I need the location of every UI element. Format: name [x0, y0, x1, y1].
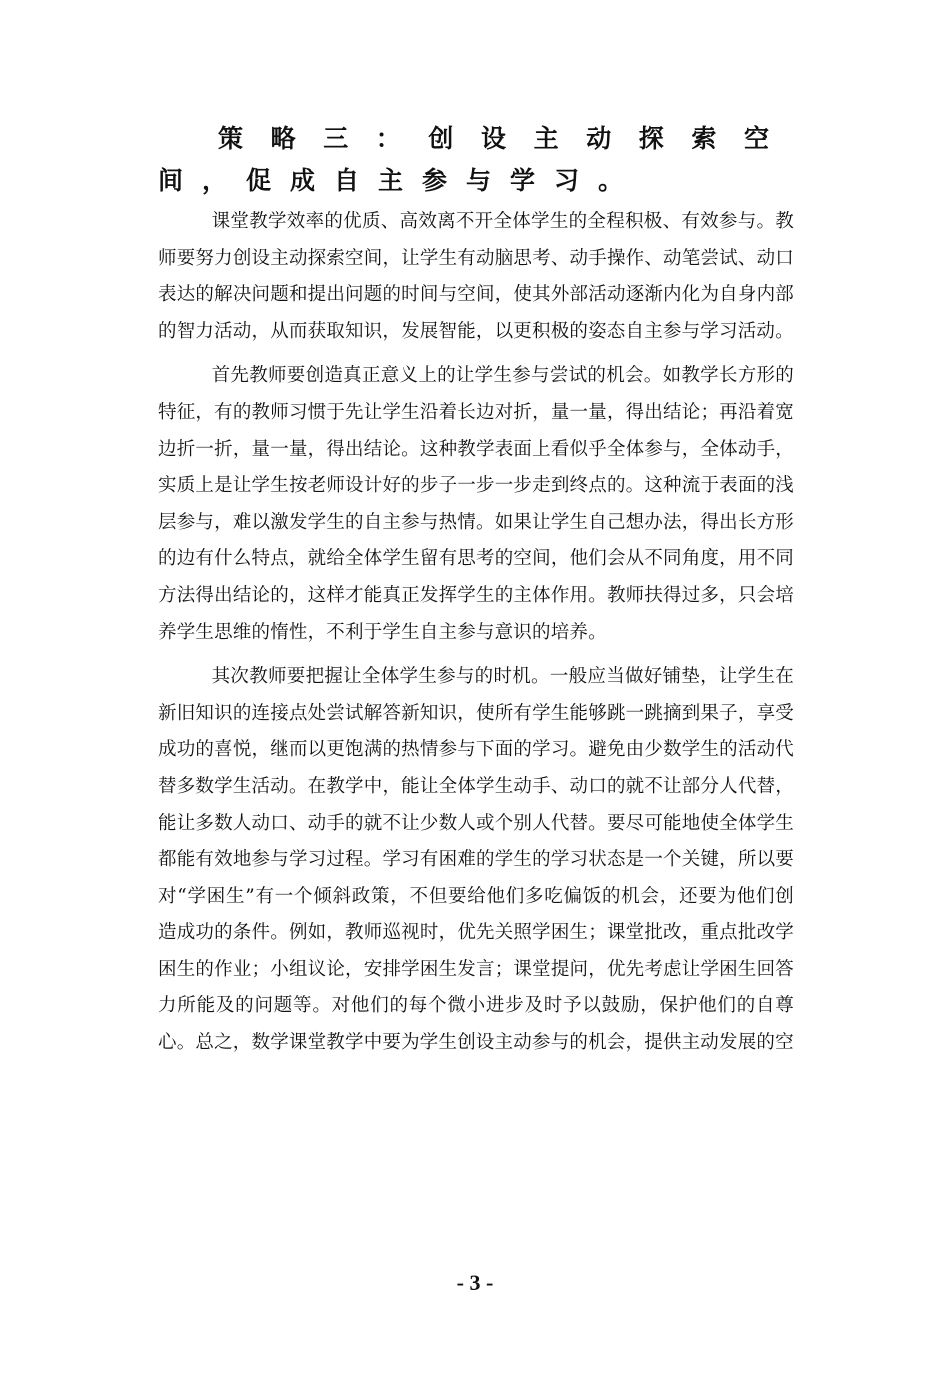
section-heading: 策略三：创设主动探索空间，促成自主参与学习。	[158, 124, 788, 195]
paragraph-2: 首先教师要创造真正意义上的让学生参与尝试的机会。如教学长方形的特征，有的教师习惯于先让学生沿着长边对折，量一量，得出结论；再沿着宽边折一折，量一量，得出结论。这种教学表面上看似乎全体参与，全体动手，实质上是让学生按老师设计好的步子一步一步走到终点的。这种流于表面的浅层参与，难以激发学生的自主参与热情。如果让学生自己想办法，得出长方形的边有什么特点，就给全体学生留有思考的空间，他们会从不同角度，用不同方法得出结论的，这样才能真正发挥学生的主体作用。教师扶得过多，只会培养学生思维的惰性，不利于学生自主参与意识的培养。	[158, 365, 794, 643]
page-number: - 3 -	[456, 1270, 494, 1295]
paragraph-3: 其次教师要把握让全体学生参与的时机。一般应当做好铺垫，让学生在新旧知识的连接点处尝试解答新知识，使所有学生能够跳一跳摘到果子，享受成功的喜悦，继而以更饱满的热情参与下面的学习。避免由少数学生的活动代替多数学生活动。在教学中，能让全体学生动手、动口的就不让部分人代替，能让多数人动口、动手的就不让少数人或个别人代替。要尽可能地使全体学生都能有效地参与学习过程。学习有困难的学生的学习状态是一个关键，所以要对“学困生”有一个倾斜政策，不但要给他们多吃偏饭的机会，还要为他们创造成功的条件。例如，教师巡视时，优先关照学困生；课堂批改，重点批改学困生的作业；小组议论，安排学困生发言；课堂提问，优先考虑让学困生回答力所能及的问题等。对他们的每个微小进步及时予以鼓励，保护他们的自尊心。总之，数学课堂教学中要为学生创设主动参与的机会，提供主动发展的空	[158, 666, 794, 1054]
paragraph-1: 课堂教学效率的优质、高效离不开全体学生的全程积极、有效参与。教师要努力创设主动探索空间，让学生有动脑思考、动手操作、动笔尝试、动口表达的解决问题和提出问题的时间与空间，使其外部活动逐渐内化为自身内部的智力活动，从而获取知识，发展智能，以更积极的姿态自主参与学习活动。	[158, 211, 794, 342]
body-text	[158, 204, 794, 1070]
